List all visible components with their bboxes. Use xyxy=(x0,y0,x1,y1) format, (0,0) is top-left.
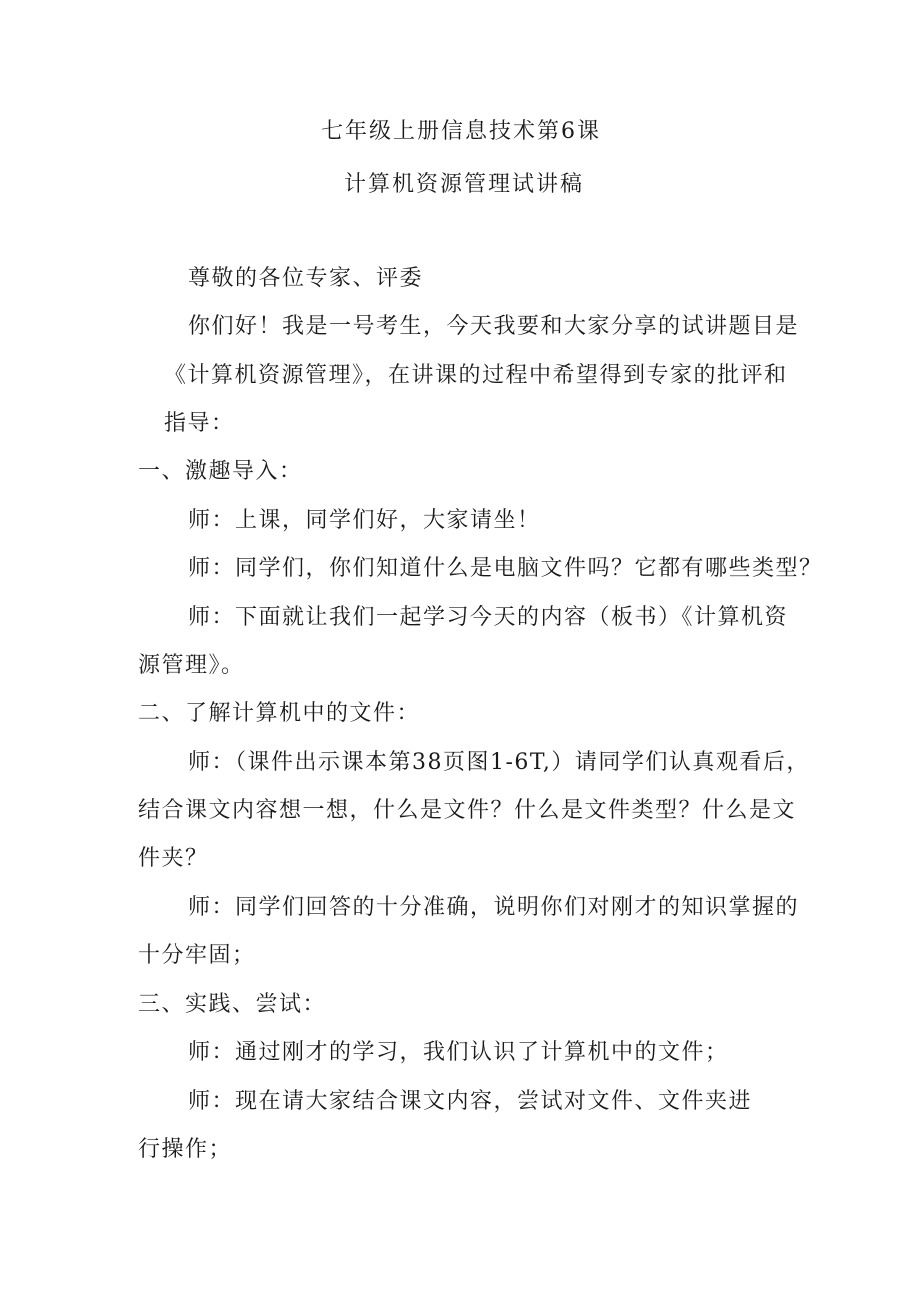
document-subtitle: 计算机资源管理试讲稿 xyxy=(344,172,585,197)
paragraph-line: 师：同学们，你们知道什么是电脑文件吗？它都有哪些类型？ xyxy=(188,556,823,581)
paragraph-line: 师：通过刚才的学习，我们认识了计算机中的文件； xyxy=(188,1040,729,1065)
section-heading-3: 三、实践、尝试： xyxy=(138,992,327,1017)
intro-line: 你们好！我是一号考生，今天我要和大家分享的试讲题目是 xyxy=(188,314,800,339)
paragraph-line: 源管理》。 xyxy=(138,653,245,678)
intro-line: 指导： xyxy=(164,411,235,436)
document-title: 七年级上册信息技术第6课 xyxy=(321,119,601,144)
intro-line: 《计算机资源管理》，在讲课的过程中希望得到专家的批评和 xyxy=(164,363,788,388)
paragraph-line: 师：下面就让我们一起学习今天的内容（板书）《计算机资 xyxy=(188,605,789,630)
paragraph-line: 结合课文内容想一想，什么是文件？什么是文件类型？什么是文 xyxy=(138,798,797,823)
paragraph-line: 件夹？ xyxy=(138,846,209,871)
section-heading-2: 二、了解计算机中的文件： xyxy=(138,701,421,726)
section-heading-1: 一、激趣导入： xyxy=(138,459,303,484)
greeting-line: 尊敬的各位专家、评委 xyxy=(188,266,424,291)
paragraph-line: 师：现在请大家结合课文内容，尝试对文件、文件夹进 xyxy=(188,1089,753,1114)
paragraph-line: 行操作； xyxy=(138,1137,233,1162)
paragraph-line: 师：上课，同学们好，大家请坐！ xyxy=(188,508,541,533)
paragraph-line: 师：同学们回答的十分准确，说明你们对刚才的知识掌握的 xyxy=(188,895,800,920)
paragraph-line: 师：（课件出示课本第38页图1-6T,）请同学们认真观看后， xyxy=(188,750,810,775)
paragraph-line: 十分牢固； xyxy=(138,943,256,968)
